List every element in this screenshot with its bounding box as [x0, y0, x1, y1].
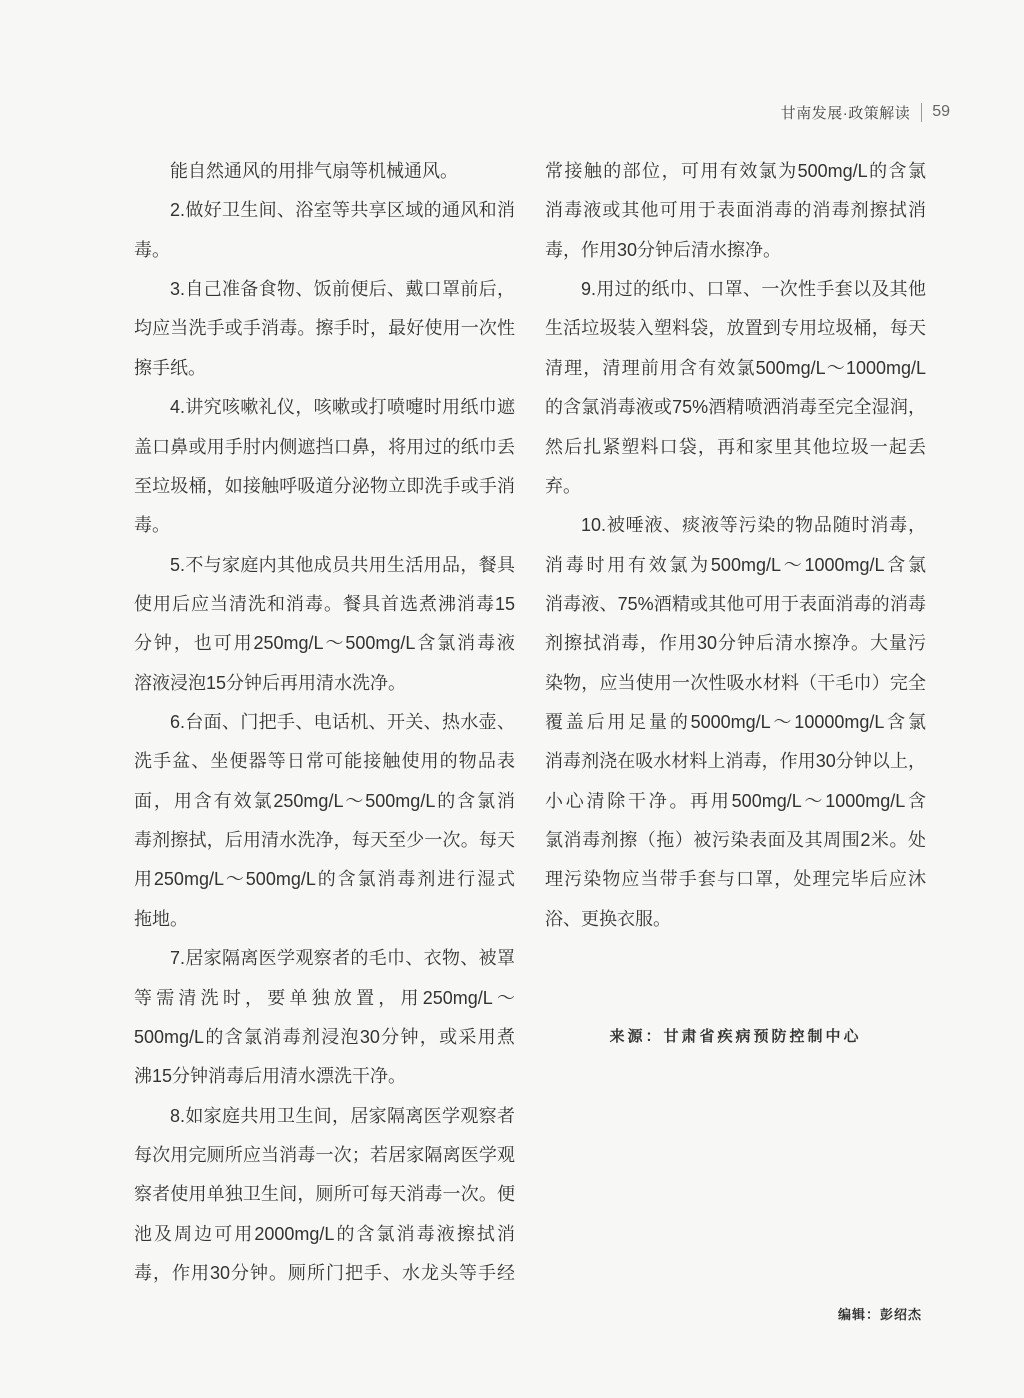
- paragraph-line: 消毒液或其他可用于表面消毒的消毒剂擦拭消: [545, 200, 926, 221]
- paragraph-line: 9.用过的纸巾、口罩、一次性手套以及其他: [581, 279, 926, 300]
- paragraph-line: 溶液浸泡15分钟后再用清水洗净。: [134, 672, 407, 693]
- page-number: 59: [932, 103, 950, 120]
- paragraph: [134, 191, 515, 270]
- running-header: [781, 102, 950, 122]
- header-divider: [921, 103, 922, 122]
- editor-credit: 编辑：彭绍杰: [837, 1307, 922, 1322]
- paragraph-line: 均应当洗手或手消毒。擦手时，最好使用一次性: [134, 318, 515, 339]
- paragraph-line: 的含氯消毒液或75%酒精喷洒消毒至完全湿润，: [545, 397, 926, 418]
- paragraph-line: 生活垃圾装入塑料袋，放置到专用垃圾桶，每天: [545, 318, 926, 339]
- paragraph-line: 盖口鼻或用手肘内侧遮挡口鼻，将用过的纸巾丢: [134, 436, 515, 457]
- paragraph-line: 毒，作用30分钟后清水擦净。: [545, 239, 782, 260]
- paragraph: [545, 270, 926, 506]
- right-column: [545, 152, 926, 939]
- paragraph-line: 能自然通风的用排气扇等机械通风。: [170, 161, 458, 181]
- paragraph-line: 洗手盆、坐便器等日常可能接触使用的物品表: [134, 751, 515, 772]
- left-column: [134, 152, 515, 1293]
- paragraph-line: 察者使用单独卫生间，厕所可每天消毒一次。便: [134, 1184, 515, 1205]
- paragraph-line: 6.台面、门把手、电话机、开关、热水壶、: [170, 712, 515, 733]
- paragraph-line: 等需清洗时，要单独放置，用250mg/L～: [134, 987, 515, 1008]
- paragraph-line: 池及周边可用2000mg/L的含氯消毒液擦拭消: [134, 1223, 515, 1244]
- paragraph-line: 理污染物应当带手套与口罩，处理完毕后应沐: [545, 869, 926, 890]
- paragraph-line: 小心清除干净。再用500mg/L～1000mg/L含: [545, 790, 926, 811]
- paragraph-line: 5.不与家庭内其他成员共用生活用品，餐具: [170, 554, 515, 575]
- paragraph-line: 面，用含有效氯250mg/L～500mg/L的含氯消: [134, 790, 515, 811]
- paragraph: [134, 546, 515, 703]
- paragraph-line: 染物，应当使用一次性吸水材料（干毛巾）完全: [545, 672, 926, 693]
- paragraph: [545, 152, 926, 270]
- paragraph-line: 弃。: [545, 475, 581, 496]
- paragraph-line: 消毒液、75%酒精或其他可用于表面消毒的消毒: [545, 593, 926, 614]
- paragraph-line: 7.居家隔离医学观察者的毛巾、衣物、被罩: [170, 948, 515, 969]
- paragraph-line: 擦手纸。: [134, 357, 206, 378]
- paragraph-line: 清理，清理前用含有效氯500mg/L～1000mg/L: [545, 357, 926, 378]
- paragraph-line: 然后扎紧塑料口袋，再和家里其他垃圾一起丢: [545, 436, 926, 457]
- paragraph-line: 4.讲究咳嗽礼仪，咳嗽或打喷嚏时用纸巾遮: [170, 397, 515, 418]
- paragraph-line: 毒。: [134, 239, 170, 260]
- paragraph-line: 3.自己准备食物、饭前便后、戴口罩前后，: [170, 279, 515, 300]
- paragraph-line: 500mg/L的含氯消毒剂浸泡30分钟，或采用煮: [134, 1026, 515, 1047]
- paragraph: [134, 703, 515, 939]
- paragraph-line: 毒剂擦拭，后用清水洗净，每天至少一次。每天: [134, 830, 515, 851]
- section-title: 甘南发展·政策解读: [780, 104, 911, 122]
- paragraph: [134, 939, 515, 1096]
- paragraph-line: 每次用完厕所应当消毒一次；若居家隔离医学观: [134, 1144, 515, 1165]
- paragraph-line: 使用后应当清洗和消毒。餐具首选煮沸消毒15: [134, 593, 515, 614]
- paragraph-line: 8.如家庭共用卫生间，居家隔离医学观察者: [170, 1105, 515, 1126]
- paragraph: [545, 506, 926, 939]
- paragraph: [134, 388, 515, 545]
- paragraph-line: 毒。: [134, 515, 170, 536]
- paragraph-line: 剂擦拭消毒，作用30分钟后清水擦净。大量污: [545, 633, 926, 654]
- paragraph: [134, 1097, 515, 1294]
- paragraph-line: 常接触的部位，可用有效氯为500mg/L的含氯: [545, 161, 926, 181]
- paragraph-line: 氯消毒剂擦（拖）被污染表面及其周围2米。处: [545, 830, 926, 851]
- paragraph-line: 至垃圾桶，如接触呼吸道分泌物立即洗手或手消: [134, 475, 515, 496]
- paragraph: [134, 152, 515, 191]
- paragraph-line: 覆盖后用足量的5000mg/L～10000mg/L含氯: [545, 712, 926, 733]
- paragraph-line: 10.被唾液、痰液等污染的物品随时消毒，: [581, 515, 926, 536]
- paragraph-line: 毒，作用30分钟。厕所门把手、水龙头等手经: [134, 1263, 515, 1284]
- paragraph-line: 分钟，也可用250mg/L～500mg/L含氯消毒液: [134, 633, 515, 654]
- paragraph-line: 沸15分钟消毒后用清水漂洗干净。: [134, 1066, 407, 1087]
- paragraph-line: 用250mg/L～500mg/L的含氯消毒剂进行湿式: [134, 869, 515, 890]
- paragraph: [134, 270, 515, 388]
- paragraph-line: 消毒剂浇在吸水材料上消毒，作用30分钟以上，: [545, 751, 926, 772]
- paragraph-line: 浴、更换衣服。: [545, 908, 671, 929]
- paragraph-line: 拖地。: [134, 908, 188, 929]
- source-credit: 来源：甘肃省疾病预防控制中心: [609, 1029, 862, 1045]
- paragraph-line: 消毒时用有效氯为500mg/L～1000mg/L含氯: [545, 554, 926, 575]
- paragraph-line: 2.做好卫生间、浴室等共享区域的通风和消: [170, 200, 515, 221]
